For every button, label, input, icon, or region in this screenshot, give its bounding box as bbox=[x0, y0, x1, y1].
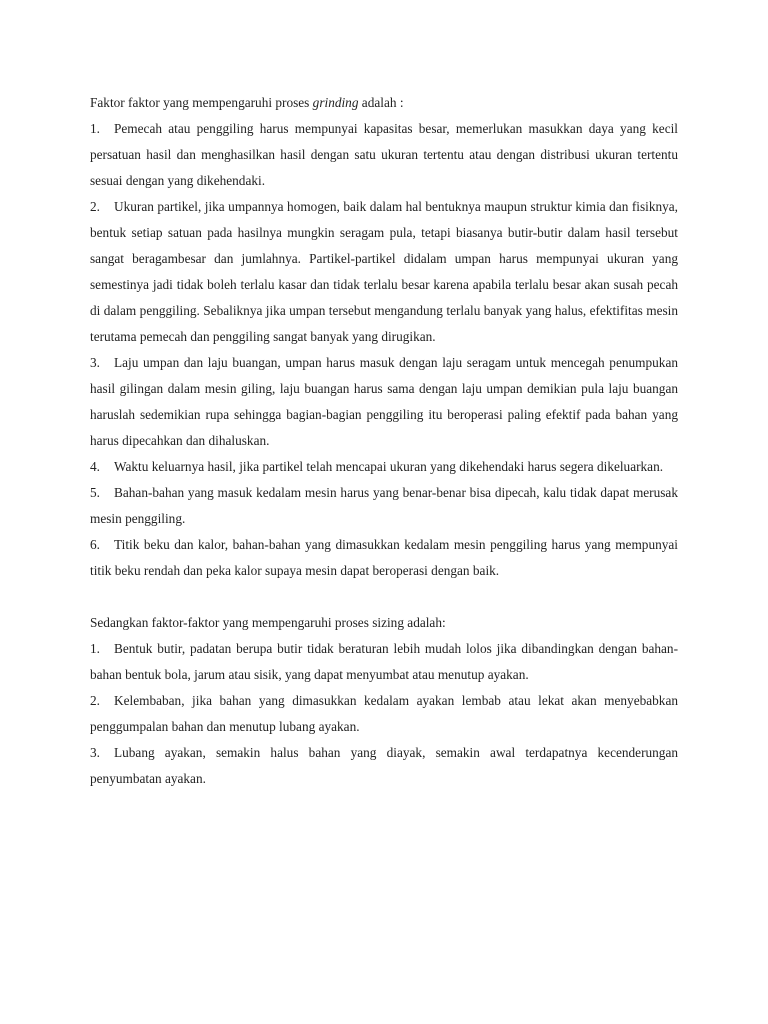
item-text: Bentuk butir, padatan berupa butir tidak beraturan lebih mudah lolos jika dibandingkan dengan bahan-bahan bentuk bola, jarum atau sisik, yang dapat menyumbat atau menutup ayakan. bbox=[90, 641, 678, 682]
item-text: Lubang ayakan, semakin halus bahan yang diayak, semakin awal terdapatnya kecenderungan penyumbatan ayakan. bbox=[90, 745, 678, 786]
item-number: 1. bbox=[90, 641, 100, 656]
item-number: 5. bbox=[90, 485, 100, 500]
grinding-item-5 bbox=[90, 480, 678, 532]
item-text: Ukuran partikel, jika umpannya homogen, baik dalam hal bentuknya maupun struktur kimia dan fisiknya, bentuk setiap satuan pada hasilnya mungkin seragam pula, tetapi biasanya butir-butir dalam hasil tersebut sangat beragambesar dan jumlahnya. Partikel-partikel didalam umpan harus mempunyai ukuran yang semestinya jadi tidak boleh terlalu kasar dan tidak terlalu besar karena apabila terlalu besar akan susah pecah di dalam penggiling. Sebaliknya jika umpan tersebut mengandung terlalu banyak yang halus, efektifitas mesin terutama pemecah dan penggiling sangat banyak yang dirugikan. bbox=[90, 199, 678, 344]
section-spacer bbox=[90, 584, 678, 610]
item-text: Laju umpan dan laju buangan, umpan harus masuk dengan laju seragam untuk mencegah penumpukan hasil gilingan dalam mesin giling, laju buangan harus sama dengan laju umpan demikian pula laju buangan haruslah sedemikian rupa sehingga bagian-bagian penggiling itu beroperasi paling efektif pada bahan yang harus dipecahkan dan dihaluskan. bbox=[90, 355, 678, 448]
item-number: 2. bbox=[90, 693, 100, 708]
grinding-heading-emphasis: grinding bbox=[312, 95, 359, 110]
item-text: Pemecah atau penggiling harus mempunyai kapasitas besar, memerlukan masukkan daya yang kecil persatuan hasil dan menghasilkan hasil dengan satu ukuran tertentu atau dengan distribusi ukuran tertentu sesuai dengan yang dikehendaki. bbox=[90, 121, 678, 188]
item-number: 1. bbox=[90, 121, 100, 136]
grinding-item-3 bbox=[90, 350, 678, 454]
item-text: Kelembaban, jika bahan yang dimasukkan kedalam ayakan lembab atau lekat akan menyebabkan penggumpalan bahan dan menutup lubang ayakan. bbox=[90, 693, 678, 734]
item-text: Titik beku dan kalor, bahan-bahan yang dimasukkan kedalam mesin penggiling harus yang mempunyai titik beku rendah dan peka kalor supaya mesin dapat beroperasi dengan baik. bbox=[90, 537, 678, 578]
item-number: 2. bbox=[90, 199, 100, 214]
sizing-heading: Sedangkan faktor-faktor yang mempengaruhi proses sizing adalah: bbox=[90, 615, 446, 630]
grinding-heading-pre: Faktor faktor yang mempengaruhi proses bbox=[90, 95, 313, 110]
sizing-item-3 bbox=[90, 740, 678, 792]
item-text: Bahan-bahan yang masuk kedalam mesin harus yang benar-benar bisa dipecah, kalu tidak dapat merusak mesin penggiling. bbox=[90, 485, 678, 526]
grinding-heading bbox=[90, 90, 678, 116]
sizing-item-1 bbox=[90, 636, 678, 688]
item-number: 3. bbox=[90, 355, 100, 370]
item-number: 4. bbox=[90, 459, 100, 474]
document-page bbox=[90, 90, 678, 792]
grinding-item-6 bbox=[90, 532, 678, 584]
sizing-item-2 bbox=[90, 688, 678, 740]
item-number: 3. bbox=[90, 745, 100, 760]
grinding-item-1 bbox=[90, 116, 678, 194]
grinding-heading-post: adalah : bbox=[358, 95, 404, 110]
item-text: Waktu keluarnya hasil, jika partikel telah mencapai ukuran yang dikehendaki harus segera dikeluarkan. bbox=[114, 459, 664, 474]
grinding-item-2 bbox=[90, 194, 678, 350]
item-number: 6. bbox=[90, 537, 100, 552]
grinding-item-4 bbox=[90, 454, 678, 480]
